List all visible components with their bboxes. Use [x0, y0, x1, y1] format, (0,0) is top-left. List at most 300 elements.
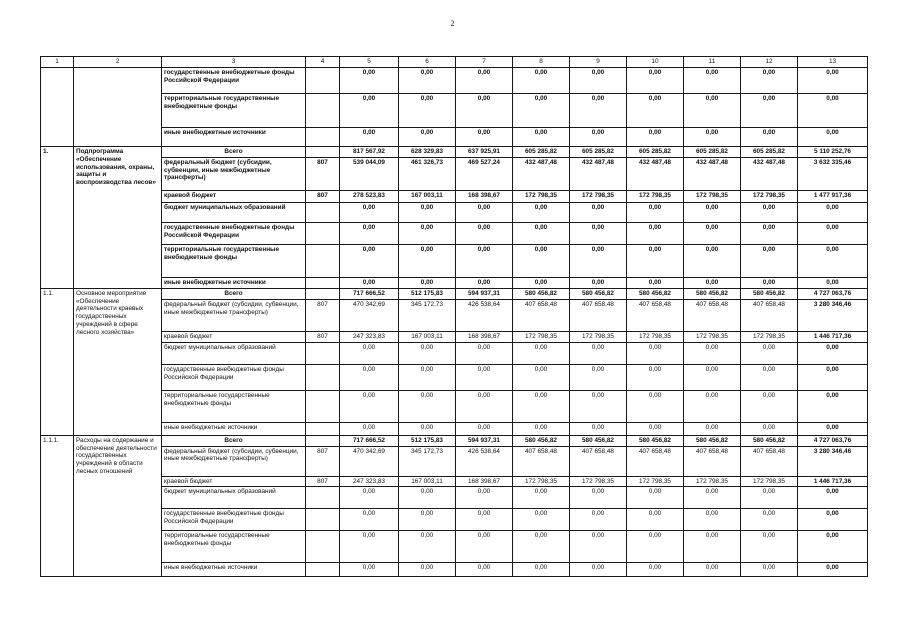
amount-cell: 0,00	[570, 531, 627, 563]
amount-cell: 0,00	[340, 390, 399, 422]
amount-cell: 594 937,31	[456, 435, 513, 446]
item-name	[74, 68, 162, 147]
amount-cell: 0,00	[399, 244, 456, 277]
amount-cell: 628 329,83	[399, 147, 456, 158]
grbs-code	[306, 94, 340, 128]
amount-cell: 0,00	[456, 342, 513, 364]
funding-source: территориальные государственные внебюджетные фонды	[162, 531, 306, 563]
grbs-code	[306, 390, 340, 422]
amount-cell: 172 798,35	[570, 476, 627, 487]
amount-cell: 0,00	[684, 563, 741, 577]
funding-source: иные внебюджетные источники	[162, 563, 306, 577]
amount-cell: 0,00	[340, 202, 399, 222]
amount-cell: 172 798,35	[627, 331, 684, 342]
amount-cell: 0,00	[513, 68, 570, 94]
grbs-code	[306, 128, 340, 147]
amount-cell: 0,00	[399, 390, 456, 422]
amount-cell: 0,00	[741, 509, 798, 531]
amount-cell: 580 456,82	[570, 288, 627, 299]
amount-cell: 1 477 917,36	[798, 190, 868, 202]
amount-cell: 1 446 717,36	[798, 476, 868, 487]
amount-cell: 0,00	[456, 563, 513, 577]
funding-source: федеральный бюджет (субсидии, субвенции, иные межбюджетные трансферты)	[162, 157, 306, 190]
amount-cell: 717 666,52	[340, 288, 399, 299]
amount-cell: 247 323,83	[340, 331, 399, 342]
column-header: 6	[399, 57, 456, 68]
amount-cell: 0,00	[684, 422, 741, 435]
amount-cell: 0,00	[456, 202, 513, 222]
amount-cell: 0,00	[340, 487, 399, 509]
amount-cell: 0,00	[570, 364, 627, 390]
amount-cell: 0,00	[513, 390, 570, 422]
amount-cell: 580 456,82	[513, 435, 570, 446]
grbs-code: 807	[306, 190, 340, 202]
grbs-code	[306, 202, 340, 222]
amount-cell: 0,00	[684, 202, 741, 222]
amount-cell: 0,00	[741, 68, 798, 94]
grbs-code	[306, 364, 340, 390]
amount-cell: 0,00	[798, 94, 868, 128]
amount-cell: 0,00	[340, 563, 399, 577]
amount-cell: 0,00	[456, 222, 513, 244]
amount-cell: 0,00	[741, 531, 798, 563]
amount-cell: 0,00	[741, 390, 798, 422]
table-row	[41, 244, 868, 277]
amount-cell: 3 632 335,46	[798, 157, 868, 190]
amount-cell: 0,00	[456, 94, 513, 128]
column-header: 4	[306, 57, 340, 68]
amount-cell: 580 456,82	[684, 288, 741, 299]
funding-source: государственные внебюджетные фонды Российской Федерации	[162, 364, 306, 390]
table-row	[41, 147, 868, 158]
amount-cell: 637 925,91	[456, 147, 513, 158]
amount-cell: 0,00	[399, 277, 456, 288]
table-row	[41, 446, 868, 476]
amount-cell: 0,00	[570, 68, 627, 94]
amount-cell: 0,00	[513, 222, 570, 244]
row-number: 1.1.1.	[41, 435, 74, 577]
amount-cell: 580 456,82	[570, 435, 627, 446]
amount-cell: 432 487,48	[684, 157, 741, 190]
amount-cell: 407 658,48	[741, 299, 798, 331]
column-header: 7	[456, 57, 513, 68]
amount-cell: 0,00	[456, 128, 513, 147]
funding-source: бюджет муниципальных образований	[162, 342, 306, 364]
amount-cell: 1 446 717,36	[798, 331, 868, 342]
amount-cell: 4 727 063,76	[798, 435, 868, 446]
amount-cell: 247 323,83	[340, 476, 399, 487]
amount-cell: 0,00	[570, 342, 627, 364]
amount-cell: 0,00	[340, 222, 399, 244]
table-row	[41, 342, 868, 364]
amount-cell: 580 456,82	[684, 435, 741, 446]
grbs-code	[306, 277, 340, 288]
amount-cell: 172 798,35	[741, 476, 798, 487]
amount-cell: 0,00	[684, 509, 741, 531]
table-row	[41, 222, 868, 244]
amount-cell: 0,00	[570, 128, 627, 147]
amount-cell: 172 798,35	[513, 476, 570, 487]
funding-source: иные внебюджетные источники	[162, 128, 306, 147]
amount-cell: 0,00	[741, 244, 798, 277]
amount-cell: 0,00	[513, 202, 570, 222]
amount-cell: 0,00	[513, 531, 570, 563]
amount-cell: 432 487,48	[570, 157, 627, 190]
column-header: 12	[741, 57, 798, 68]
amount-cell: 0,00	[741, 128, 798, 147]
amount-cell: 0,00	[399, 202, 456, 222]
amount-cell: 0,00	[741, 364, 798, 390]
amount-cell: 0,00	[684, 277, 741, 288]
funding-source: иные внебюджетные источники	[162, 277, 306, 288]
amount-cell: 0,00	[570, 487, 627, 509]
funding-source: Всего	[162, 288, 306, 299]
amount-cell: 0,00	[456, 422, 513, 435]
amount-cell: 407 658,48	[741, 446, 798, 476]
grbs-code	[306, 222, 340, 244]
amount-cell: 0,00	[513, 94, 570, 128]
amount-cell: 605 285,82	[513, 147, 570, 158]
amount-cell: 594 937,31	[456, 288, 513, 299]
page-number: 2	[450, 19, 455, 28]
amount-cell: 0,00	[399, 531, 456, 563]
row-number: 1.	[41, 147, 74, 289]
amount-cell: 580 456,82	[513, 288, 570, 299]
amount-cell: 0,00	[340, 277, 399, 288]
amount-cell: 172 798,35	[513, 331, 570, 342]
table-body	[41, 57, 868, 577]
grbs-code	[306, 531, 340, 563]
amount-cell: 539 044,09	[340, 157, 399, 190]
amount-cell: 0,00	[340, 364, 399, 390]
grbs-code	[306, 288, 340, 299]
amount-cell: 0,00	[627, 390, 684, 422]
amount-cell: 0,00	[340, 422, 399, 435]
amount-cell: 0,00	[798, 244, 868, 277]
amount-cell: 168 398,67	[456, 476, 513, 487]
amount-cell: 0,00	[684, 244, 741, 277]
amount-cell: 168 398,67	[456, 331, 513, 342]
amount-cell: 0,00	[399, 342, 456, 364]
amount-cell: 0,00	[570, 202, 627, 222]
amount-cell: 0,00	[399, 422, 456, 435]
amount-cell: 407 658,48	[513, 446, 570, 476]
table-row	[41, 202, 868, 222]
grbs-code	[306, 563, 340, 577]
amount-cell: 469 527,24	[456, 157, 513, 190]
item-name: Расходы на содержание и обеспечение деятельности государственных учреждений в области лесных отношений	[74, 435, 162, 577]
amount-cell: 345 172,73	[399, 446, 456, 476]
column-header-row	[41, 57, 868, 68]
amount-cell: 0,00	[627, 94, 684, 128]
grbs-code	[306, 68, 340, 94]
amount-cell: 0,00	[456, 364, 513, 390]
table-row	[41, 422, 868, 435]
amount-cell: 512 175,83	[399, 435, 456, 446]
amount-cell: 432 487,48	[627, 157, 684, 190]
amount-cell: 605 285,82	[684, 147, 741, 158]
amount-cell: 817 567,92	[340, 147, 399, 158]
amount-cell: 0,00	[513, 422, 570, 435]
row-number	[41, 68, 74, 147]
amount-cell: 0,00	[570, 244, 627, 277]
amount-cell: 0,00	[741, 202, 798, 222]
amount-cell: 0,00	[684, 68, 741, 94]
amount-cell: 605 285,82	[627, 147, 684, 158]
amount-cell: 0,00	[627, 531, 684, 563]
amount-cell: 0,00	[399, 128, 456, 147]
amount-cell: 0,00	[798, 68, 868, 94]
amount-cell: 580 456,82	[741, 435, 798, 446]
amount-cell: 3 280 346,46	[798, 446, 868, 476]
amount-cell: 278 523,83	[340, 190, 399, 202]
amount-cell: 407 658,48	[513, 299, 570, 331]
amount-cell: 0,00	[340, 94, 399, 128]
amount-cell: 172 798,35	[741, 190, 798, 202]
amount-cell: 0,00	[399, 222, 456, 244]
amount-cell: 0,00	[340, 509, 399, 531]
amount-cell: 0,00	[798, 509, 868, 531]
funding-source: государственные внебюджетные фонды Российской Федерации	[162, 68, 306, 94]
amount-cell: 0,00	[340, 68, 399, 94]
amount-cell: 0,00	[741, 487, 798, 509]
amount-cell: 605 285,82	[741, 147, 798, 158]
amount-cell: 0,00	[798, 390, 868, 422]
amount-cell: 605 285,82	[570, 147, 627, 158]
amount-cell: 407 658,48	[684, 446, 741, 476]
amount-cell: 0,00	[340, 531, 399, 563]
amount-cell: 0,00	[684, 94, 741, 128]
amount-cell: 407 658,48	[684, 299, 741, 331]
column-header: 8	[513, 57, 570, 68]
amount-cell: 167 003,11	[399, 190, 456, 202]
funding-source: федеральный бюджет (субсидии, субвенции, иные межбюджетные трансферты)	[162, 446, 306, 476]
amount-cell: 0,00	[456, 531, 513, 563]
amount-cell: 0,00	[684, 128, 741, 147]
amount-cell: 0,00	[570, 390, 627, 422]
amount-cell: 0,00	[456, 487, 513, 509]
column-header: 5	[340, 57, 399, 68]
amount-cell: 0,00	[627, 422, 684, 435]
amount-cell: 426 538,64	[456, 299, 513, 331]
column-header: 13	[798, 57, 868, 68]
table-row	[41, 487, 868, 509]
column-header: 10	[627, 57, 684, 68]
item-name: Основное мероприятие «Обеспечение деятельности краевых государственных учреждений в сфере лесного хозяйства»	[74, 288, 162, 435]
amount-cell: 0,00	[513, 342, 570, 364]
amount-cell: 0,00	[741, 277, 798, 288]
amount-cell: 0,00	[340, 244, 399, 277]
amount-cell: 470 342,69	[340, 299, 399, 331]
amount-cell: 172 798,35	[684, 331, 741, 342]
funding-source: краевой бюджет	[162, 476, 306, 487]
amount-cell: 0,00	[684, 531, 741, 563]
table-row	[41, 157, 868, 190]
amount-cell: 0,00	[798, 202, 868, 222]
amount-cell: 0,00	[340, 128, 399, 147]
amount-cell: 432 487,48	[513, 157, 570, 190]
grbs-code: 807	[306, 299, 340, 331]
amount-cell: 0,00	[798, 422, 868, 435]
table-row	[41, 94, 868, 128]
funding-source: краевой бюджет	[162, 190, 306, 202]
amount-cell: 0,00	[798, 277, 868, 288]
amount-cell: 172 798,35	[513, 190, 570, 202]
column-header: 2	[74, 57, 162, 68]
funding-source: бюджет муниципальных образований	[162, 202, 306, 222]
amount-cell: 0,00	[456, 277, 513, 288]
column-header: 1	[41, 57, 74, 68]
amount-cell: 0,00	[627, 68, 684, 94]
amount-cell: 0,00	[627, 563, 684, 577]
grbs-code	[306, 509, 340, 531]
table-row	[41, 390, 868, 422]
amount-cell: 0,00	[741, 422, 798, 435]
funding-source: территориальные государственные внебюджетные фонды	[162, 94, 306, 128]
amount-cell: 172 798,35	[570, 331, 627, 342]
amount-cell: 172 798,35	[627, 190, 684, 202]
grbs-code: 807	[306, 157, 340, 190]
amount-cell: 0,00	[684, 342, 741, 364]
amount-cell: 0,00	[798, 563, 868, 577]
amount-cell: 580 456,82	[741, 288, 798, 299]
amount-cell: 172 798,35	[627, 476, 684, 487]
table-row	[41, 277, 868, 288]
amount-cell: 0,00	[399, 94, 456, 128]
amount-cell: 0,00	[798, 222, 868, 244]
amount-cell: 0,00	[456, 509, 513, 531]
amount-cell: 0,00	[741, 222, 798, 244]
amount-cell: 0,00	[513, 509, 570, 531]
amount-cell: 0,00	[570, 509, 627, 531]
amount-cell: 717 666,52	[340, 435, 399, 446]
amount-cell: 580 456,82	[627, 435, 684, 446]
amount-cell: 0,00	[798, 487, 868, 509]
table-row	[41, 331, 868, 342]
amount-cell: 0,00	[513, 364, 570, 390]
amount-cell: 0,00	[627, 364, 684, 390]
amount-cell: 4 727 063,76	[798, 288, 868, 299]
amount-cell: 0,00	[399, 509, 456, 531]
table-row	[41, 190, 868, 202]
amount-cell: 0,00	[456, 390, 513, 422]
amount-cell: 167 003,11	[399, 331, 456, 342]
amount-cell: 0,00	[684, 222, 741, 244]
grbs-code	[306, 342, 340, 364]
amount-cell: 172 798,35	[741, 331, 798, 342]
amount-cell: 0,00	[798, 531, 868, 563]
amount-cell: 0,00	[627, 277, 684, 288]
grbs-code	[306, 487, 340, 509]
funding-source: Всего	[162, 147, 306, 158]
amount-cell: 470 342,69	[340, 446, 399, 476]
grbs-code: 807	[306, 446, 340, 476]
amount-cell: 0,00	[513, 563, 570, 577]
amount-cell: 407 658,48	[627, 299, 684, 331]
table-row	[41, 128, 868, 147]
amount-cell: 0,00	[456, 244, 513, 277]
amount-cell: 0,00	[627, 509, 684, 531]
amount-cell: 0,00	[798, 364, 868, 390]
amount-cell: 172 798,35	[684, 476, 741, 487]
table-row	[41, 531, 868, 563]
amount-cell: 0,00	[741, 94, 798, 128]
amount-cell: 0,00	[798, 128, 868, 147]
amount-cell: 0,00	[399, 68, 456, 94]
amount-cell: 172 798,35	[684, 190, 741, 202]
budget-table	[40, 56, 868, 577]
amount-cell: 0,00	[684, 390, 741, 422]
amount-cell: 172 798,35	[570, 190, 627, 202]
amount-cell: 0,00	[340, 342, 399, 364]
funding-source: иные внебюджетные источники	[162, 422, 306, 435]
grbs-code	[306, 422, 340, 435]
table-row	[41, 476, 868, 487]
amount-cell: 0,00	[513, 277, 570, 288]
amount-cell: 5 110 252,76	[798, 147, 868, 158]
amount-cell: 0,00	[741, 342, 798, 364]
funding-source: территориальные государственные внебюджетные фонды	[162, 390, 306, 422]
amount-cell: 407 658,48	[570, 446, 627, 476]
amount-cell: 512 175,83	[399, 288, 456, 299]
table-row	[41, 509, 868, 531]
table-row	[41, 364, 868, 390]
amount-cell: 0,00	[570, 422, 627, 435]
amount-cell: 3 280 346,46	[798, 299, 868, 331]
amount-cell: 0,00	[399, 563, 456, 577]
amount-cell: 0,00	[570, 94, 627, 128]
grbs-code	[306, 244, 340, 277]
amount-cell: 0,00	[513, 487, 570, 509]
funding-source: государственные внебюджетные фонды Российской Федерации	[162, 222, 306, 244]
funding-source: краевой бюджет	[162, 331, 306, 342]
amount-cell: 432 487,48	[741, 157, 798, 190]
amount-cell: 0,00	[684, 364, 741, 390]
amount-cell: 0,00	[684, 487, 741, 509]
amount-cell: 0,00	[627, 222, 684, 244]
column-header: 3	[162, 57, 306, 68]
table-row	[41, 299, 868, 331]
amount-cell: 0,00	[798, 342, 868, 364]
column-header: 11	[684, 57, 741, 68]
amount-cell: 0,00	[570, 222, 627, 244]
amount-cell: 580 456,82	[627, 288, 684, 299]
grbs-code	[306, 435, 340, 446]
funding-source: бюджет муниципальных образований	[162, 487, 306, 509]
amount-cell: 0,00	[627, 342, 684, 364]
amount-cell: 0,00	[399, 364, 456, 390]
table-row	[41, 435, 868, 446]
amount-cell: 167 003,11	[399, 476, 456, 487]
amount-cell: 345 172,73	[399, 299, 456, 331]
row-number: 1.1.	[41, 288, 74, 435]
amount-cell: 426 538,64	[456, 446, 513, 476]
grbs-code	[306, 147, 340, 158]
amount-cell: 0,00	[627, 244, 684, 277]
amount-cell: 0,00	[627, 487, 684, 509]
amount-cell: 461 326,73	[399, 157, 456, 190]
amount-cell: 407 658,48	[570, 299, 627, 331]
amount-cell: 0,00	[399, 487, 456, 509]
grbs-code: 807	[306, 331, 340, 342]
table-row	[41, 288, 868, 299]
grbs-code: 807	[306, 476, 340, 487]
amount-cell: 0,00	[456, 68, 513, 94]
amount-cell: 0,00	[513, 128, 570, 147]
table-row	[41, 563, 868, 577]
amount-cell: 0,00	[513, 244, 570, 277]
item-name: Подпрограмма «Обеспечение использования, охраны, защиты и воспроизводства лесов»	[74, 147, 162, 289]
